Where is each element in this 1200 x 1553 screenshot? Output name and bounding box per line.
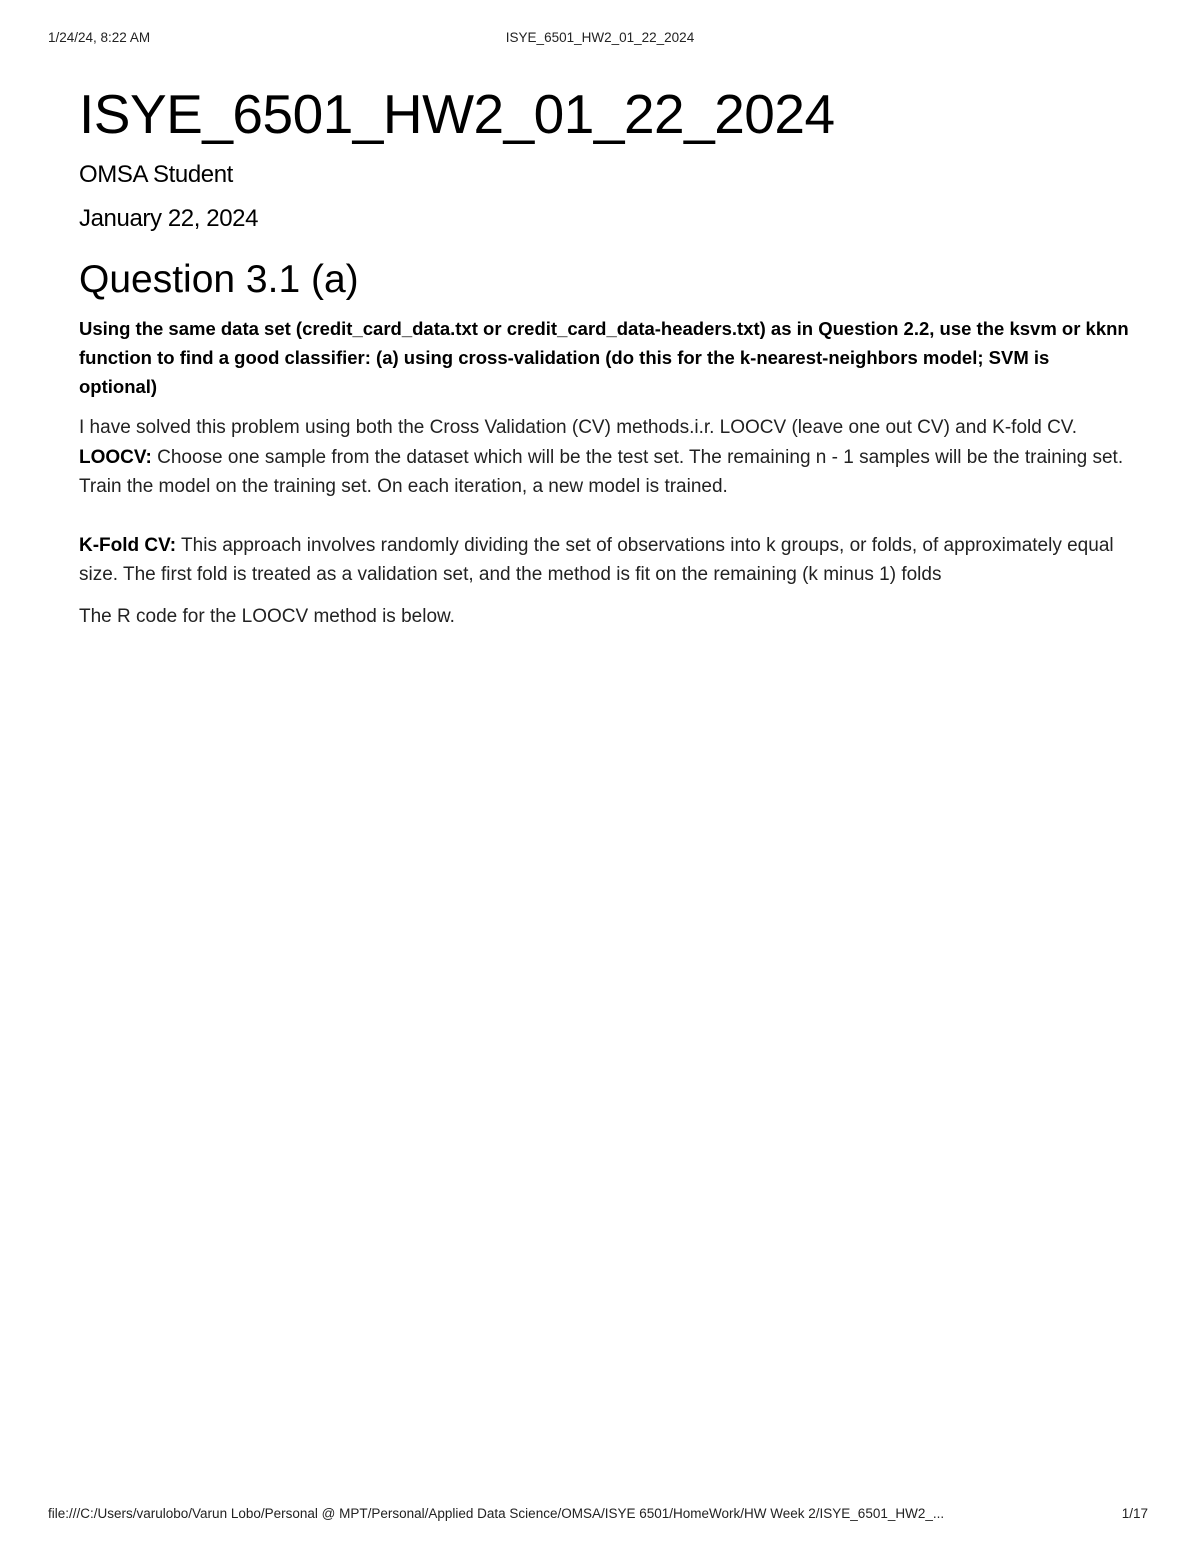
- print-header: [48, 30, 1152, 50]
- print-datetime: 1/24/24, 8:22 AM: [48, 30, 151, 45]
- kfold-text: This approach involves randomly dividing the set of observations into k groups, or folds, of approximately equal size. The first fold is treated as a validation set, and the method is fit on the remaining (k minus 1) folds: [79, 534, 1114, 585]
- paragraph-gap: [79, 502, 1129, 531]
- document-body: [79, 82, 1129, 631]
- question-prompt: Using the same data set (credit_card_data.txt or credit_card_data-headers.txt) as in Question 2.2, use the ksvm or kknn function to find a good classifier: (a) using cross-validation (do this for the k-nearest-neighbors model; SVM is optional): [79, 318, 1129, 397]
- file-path: file:///C:/Users/varulobo/Varun Lobo/Personal @ MPT/Personal/Applied Data Science/OMSA/ISYE 6501/HomeWork/HW Week 2/ISYE_6501_HW2_...: [48, 1506, 945, 1521]
- kfold-label: K-Fold CV:: [79, 534, 177, 556]
- intro-text: I have solved this problem using both the Cross Validation (CV) methods.i.r. LOOCV (leave one out CV) and K-fold CV.: [79, 417, 1078, 438]
- intro-paragraph: [79, 413, 1129, 502]
- code-intro-paragraph: The R code for the LOOCV method is below.: [79, 605, 455, 627]
- author-name: OMSA Student: [79, 161, 233, 188]
- loocv-text: Choose one sample from the dataset which will be the test set. The remaining n - 1 samples will be the training set. Train the model on the training set. On each iteration, a new model is trained.: [79, 446, 1124, 497]
- loocv-label: LOOCV:: [79, 446, 152, 468]
- kfold-paragraph: [79, 531, 1129, 590]
- page-title: ISYE_6501_HW2_01_22_2024: [79, 83, 835, 145]
- document-date: January 22, 2024: [79, 205, 259, 232]
- page-number: 1/17: [1121, 1506, 1148, 1521]
- question-heading: Question 3.1 (a): [79, 258, 359, 301]
- print-header-title: ISYE_6501_HW2_01_22_2024: [505, 30, 695, 45]
